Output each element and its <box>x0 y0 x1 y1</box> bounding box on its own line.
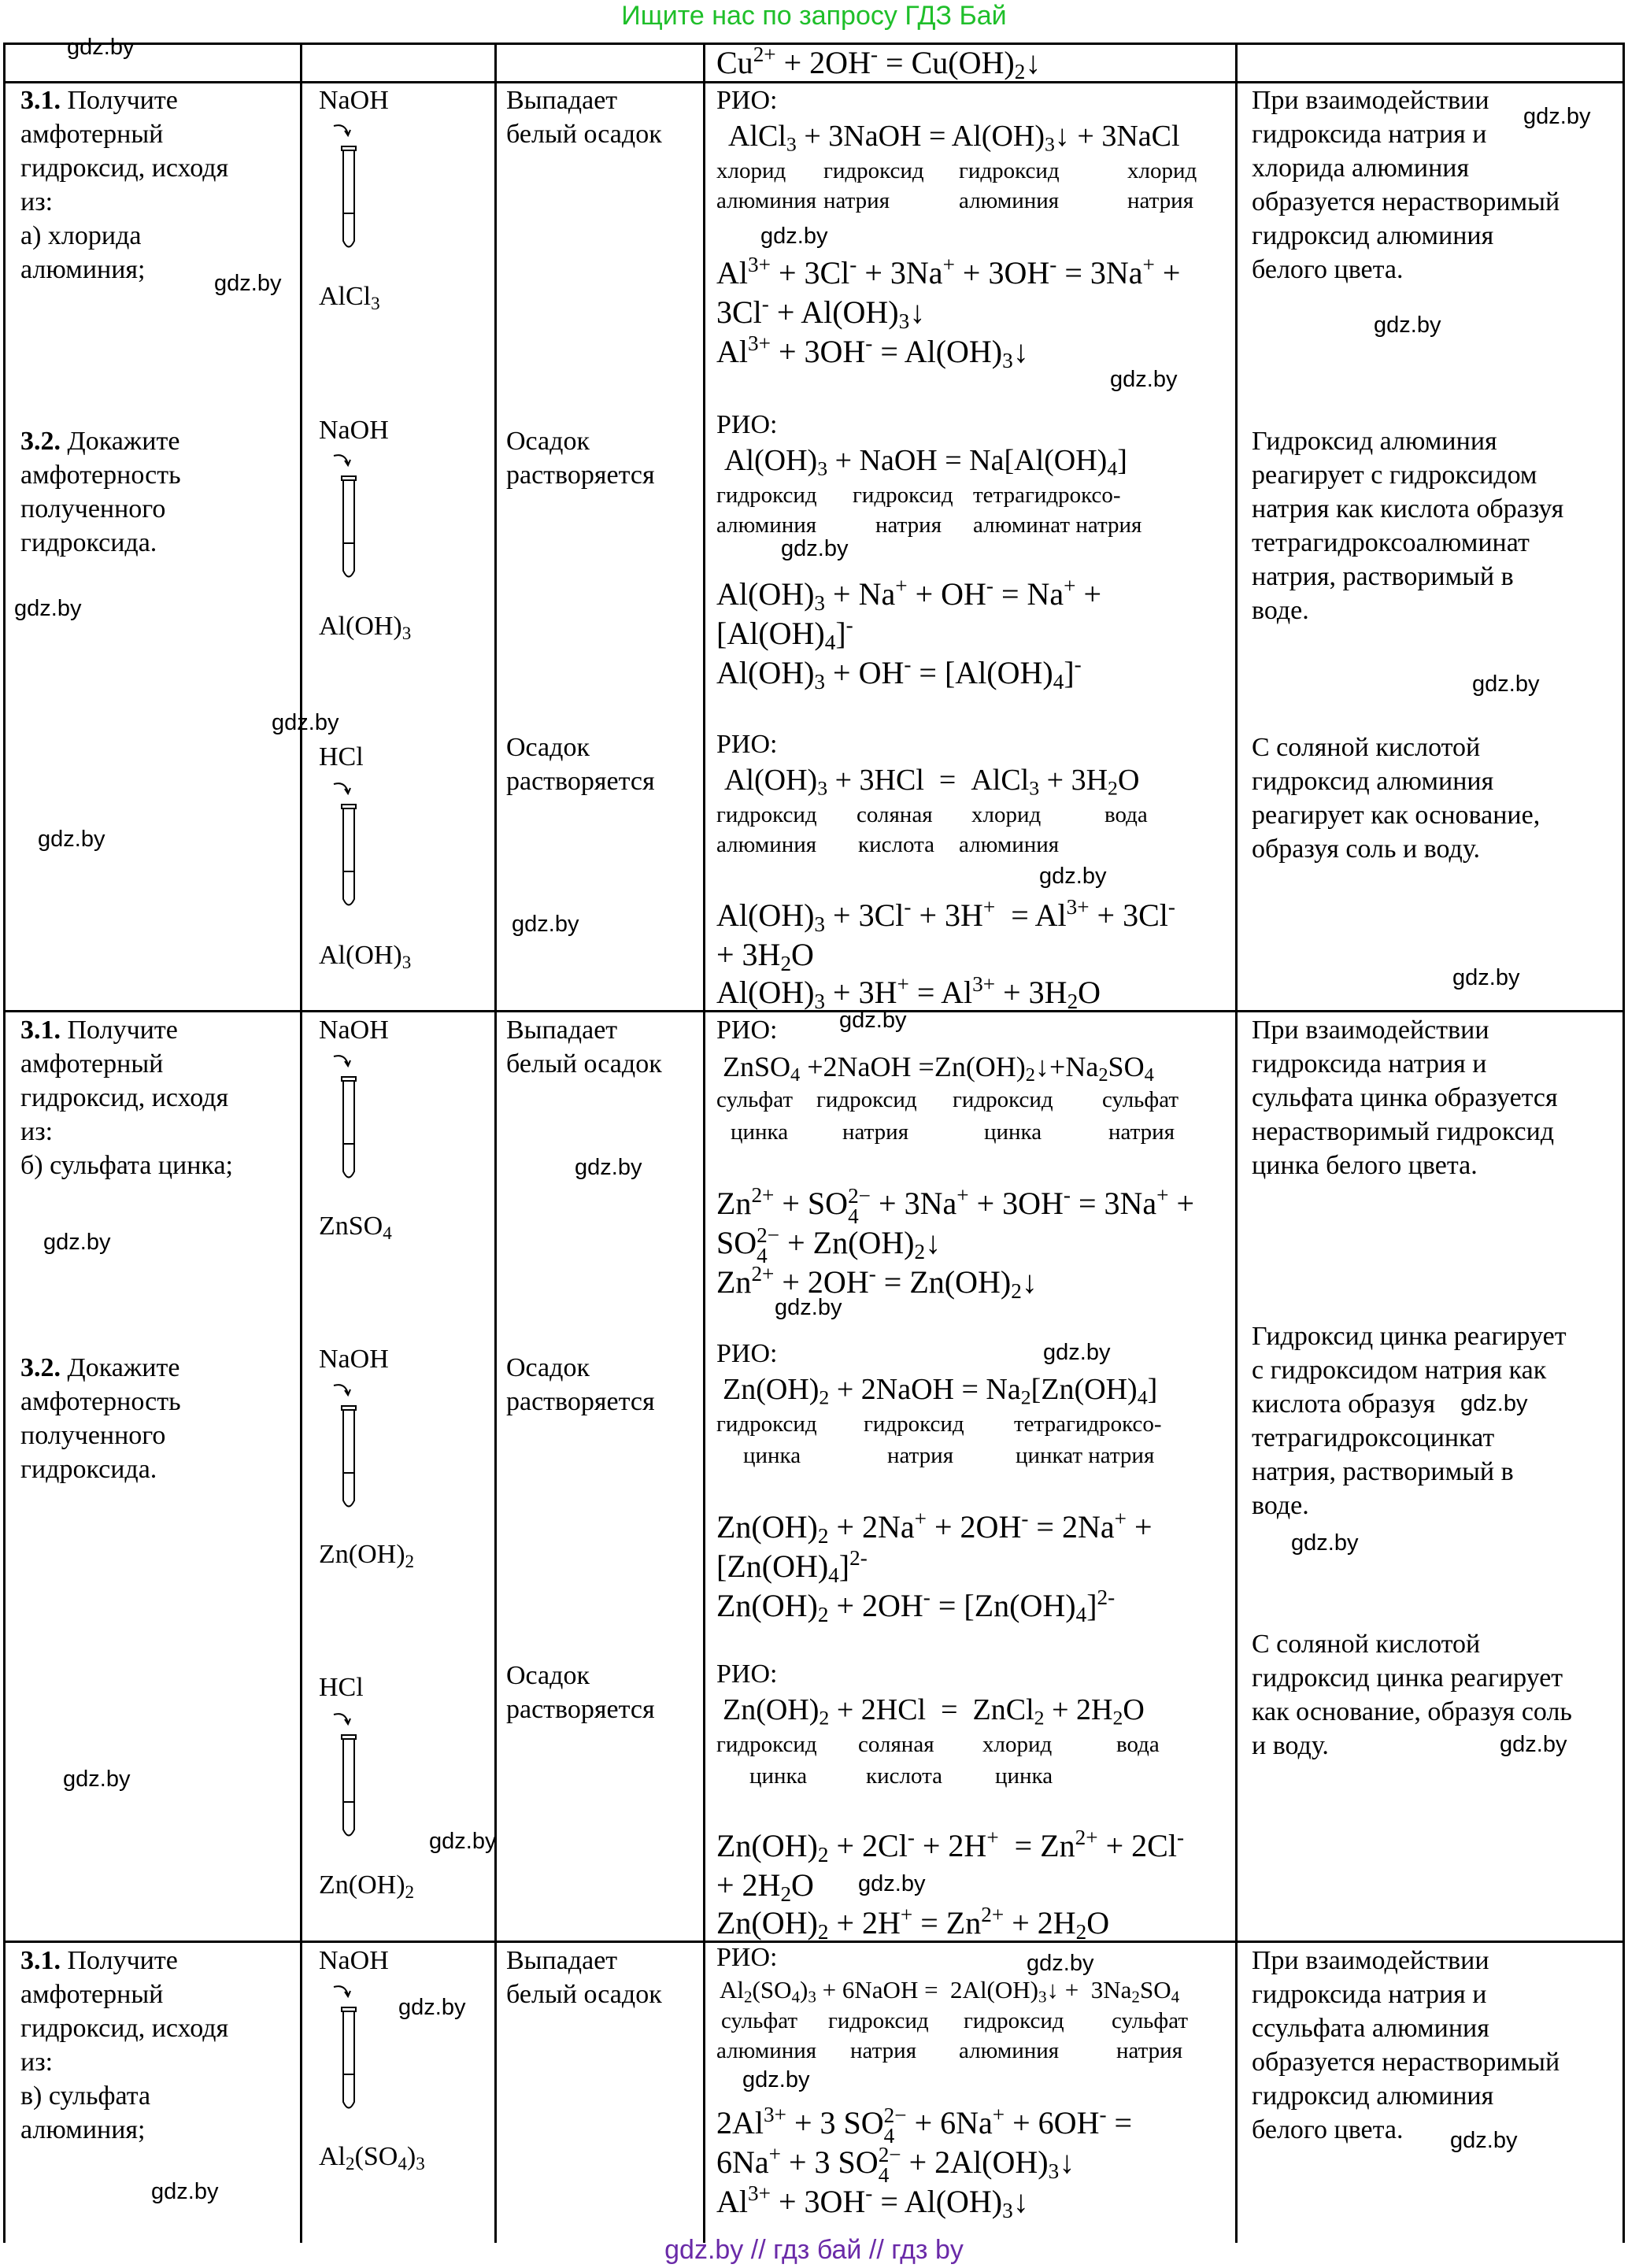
reagent-label: NaOH <box>319 86 389 115</box>
rio-label: РИО: <box>716 1339 778 1368</box>
conclusion: воде. <box>1252 1491 1309 1520</box>
conclusion: цинка белого цвета. <box>1252 1151 1478 1180</box>
observation: белый осадок <box>506 120 662 149</box>
watermark: gdz.by <box>1460 1391 1528 1416</box>
conclusion: гидроксид алюминия <box>1252 767 1494 796</box>
task-text: 3.1. Получите <box>20 1946 178 1975</box>
compound-names: цинка <box>749 1763 808 1789</box>
column-border <box>300 43 302 2243</box>
watermark: gdz.by <box>1450 2128 1518 2153</box>
task-text: 3.2. Докажите <box>20 427 180 456</box>
equation: $Zn(OH)_2$ + 2NaOH = $Na_2[Zn(OH)_4]$ <box>723 1373 1158 1409</box>
equation: $Zn(OH)_2 + 2Cl^- + 2H^+ = Zn^{2+} + 2Cl^-$ <box>716 1826 1185 1867</box>
task-text: амфотерность <box>20 461 181 490</box>
conclusion: воде. <box>1252 596 1309 625</box>
task-text: амфотерность <box>20 1387 181 1416</box>
conclusion: гидроксид алюминия <box>1252 2081 1494 2111</box>
equation: $Zn(OH)_2 + 2H^+ = Zn^{2+} + 2H_2O$ <box>716 1903 1110 1944</box>
test-tube-icon <box>331 1984 362 2118</box>
conclusion: гидроксид цинка реагирует <box>1252 1663 1563 1693</box>
compound-names: цинка <box>995 1763 1053 1789</box>
task-text: 3.1. Получите <box>20 86 178 115</box>
watermark: gdz.by <box>775 1295 842 1320</box>
watermark: gdz.by <box>1039 864 1107 889</box>
compound-names: гидроксид <box>823 158 924 183</box>
compound-names: сульфат <box>716 1087 793 1112</box>
task-text: амфотерный <box>20 1049 164 1079</box>
compound-names: алюминия <box>716 512 817 538</box>
compound-names: гидроксид <box>716 483 817 508</box>
compound-names: цинка <box>984 1119 1042 1145</box>
column-border <box>494 43 497 2243</box>
compound-names: вода <box>1104 802 1148 827</box>
watermark: gdz.by <box>63 1767 131 1792</box>
observation: Осадок <box>506 733 590 762</box>
observation: растворяется <box>506 1695 655 1724</box>
task-text: гидроксида. <box>20 528 157 557</box>
rio-label: РИО: <box>716 1016 778 1045</box>
equation: $Cu^{2+} + 2OH^-$ = $Cu(OH)_2↓$ <box>716 43 1042 83</box>
column-border <box>703 43 705 2243</box>
equation: $Al(OH)_3 + OH^- = [Al(OH)_4]^-$ <box>716 653 1082 694</box>
compound-names: гидроксид <box>864 1411 964 1437</box>
compound-names: вода <box>1116 1732 1160 1757</box>
compound-names: натрия <box>823 188 890 213</box>
conclusion: При взаимодействии <box>1252 1016 1489 1045</box>
observation: Выпадает <box>506 86 618 115</box>
equation: AlCl$_3$ + 3NaOH = $Al(OH)_3↓$ + 3NaCl <box>728 120 1180 156</box>
watermark: gdz.by <box>858 1871 926 1896</box>
compound-names: алюминия <box>959 832 1060 857</box>
watermark: gdz.by <box>1291 1530 1359 1556</box>
task-text: алюминия; <box>20 255 146 284</box>
column-border <box>1622 43 1625 2243</box>
compound-names: гидроксид <box>953 1087 1053 1112</box>
task-text: из: <box>20 2048 54 2077</box>
equation: SO 2− 4 + $Zn(OH)_2↓$ <box>716 1223 942 1267</box>
conclusion: Гидроксид алюминия <box>1252 427 1497 456</box>
compound-names: гидроксид <box>828 2008 929 2033</box>
reagent-label: NaOH <box>319 1345 389 1374</box>
task-text: б) сульфата цинка; <box>20 1151 233 1180</box>
observation: Выпадает <box>506 1016 618 1045</box>
column-border <box>3 43 6 2243</box>
task-text: гидроксида. <box>20 1455 157 1484</box>
tube-label: $Zn(OH)_2$ <box>319 1870 415 1903</box>
reagent-label: NaOH <box>319 1946 389 1975</box>
compound-names: натрия <box>1127 188 1194 213</box>
observation: белый осадок <box>506 1049 662 1079</box>
compound-names: тетрагидроксо- <box>973 483 1121 508</box>
compound-names: тетрагидроксо- <box>1014 1411 1162 1437</box>
watermark: gdz.by <box>1523 104 1591 129</box>
watermark: gdz.by <box>1500 1732 1567 1757</box>
compound-names: гидроксид <box>959 158 1060 183</box>
watermark: gdz.by <box>781 536 849 561</box>
compound-names: гидроксид <box>964 2008 1064 2033</box>
equation: $Al^{3+} + 3OH^-$ = $Al(OH)_3↓$ <box>716 2181 1029 2222</box>
compound-names: натрия <box>875 512 942 538</box>
equation: $Al(OH)_3 + 3H^+ = Al^{3+} + 3H_2O$ <box>716 972 1101 1013</box>
compound-names: сульфат <box>721 2008 797 2033</box>
observation: Осадок <box>506 1661 590 1690</box>
compound-names: кислота <box>866 1763 942 1789</box>
conclusion: кислота образуя <box>1252 1389 1436 1419</box>
watermark: gdz.by <box>429 1829 497 1854</box>
conclusion: натрия, растворимый в <box>1252 1457 1514 1486</box>
compound-names: сульфат <box>1112 2008 1188 2033</box>
equation: $[Al(OH)_4]^-$ <box>716 613 853 654</box>
tube-label: $Al(OH)_3$ <box>319 612 412 644</box>
observation: белый осадок <box>506 1980 662 2009</box>
compound-names: соляная <box>857 802 933 827</box>
conclusion: и воду. <box>1252 1731 1329 1760</box>
task-text: а) хлорида <box>20 221 142 250</box>
conclusion: образуется нерастворимый <box>1252 2048 1560 2077</box>
task-text: из: <box>20 187 54 216</box>
compound-names: алюминия <box>716 2038 817 2063</box>
conclusion: гидроксида натрия и <box>1252 1980 1487 2009</box>
rio-label: РИО: <box>716 1943 778 1972</box>
watermark: gdz.by <box>67 35 135 60</box>
conclusion: натрия, растворимый в <box>1252 562 1514 591</box>
test-tube-icon <box>331 1382 362 1516</box>
compound-names: гидроксид <box>716 1411 817 1437</box>
watermark: gdz.by <box>839 1008 907 1033</box>
test-tube-icon <box>331 1711 362 1845</box>
equation: $Al(OH)_3 + 3HCl$ = AlCl$_3$ + $3H_2O$ <box>724 764 1140 800</box>
equation: $2Al^{3+} + 3$ SO 2− 4 + 6Na+ + 6OH- = <box>716 2103 1133 2148</box>
rio-label: РИО: <box>716 86 778 115</box>
watermark: gdz.by <box>760 224 828 249</box>
compound-names: кислота <box>858 832 934 857</box>
observation: растворяется <box>506 461 655 490</box>
equation: $Al(OH)_3 + Na^+ + OH^- = Na^+$ + <box>716 574 1102 615</box>
conclusion: С соляной кислотой <box>1252 1630 1481 1659</box>
watermark: gdz.by <box>38 827 105 852</box>
equation: $3Cl^- + Al(OH)_3↓$ <box>716 292 926 333</box>
reagent-label: HCl <box>319 742 364 771</box>
watermark: gdz.by <box>151 2179 219 2204</box>
task-text: гидроксид, исходя <box>20 1083 229 1112</box>
conclusion: хлорида алюминия <box>1252 154 1470 183</box>
watermark: gdz.by <box>214 271 282 296</box>
compound-names: алюминия <box>716 832 817 857</box>
watermark: gdz.by <box>1452 965 1520 990</box>
conclusion: натрия как кислота образуя <box>1252 494 1564 524</box>
test-tube-icon <box>331 1053 362 1187</box>
compound-names: цинкат натрия <box>1016 1443 1155 1468</box>
compound-names: гидроксид <box>716 1732 817 1757</box>
task-text: из: <box>20 1117 54 1146</box>
test-tube-icon <box>331 453 362 586</box>
conclusion: белого цвета. <box>1252 2115 1404 2144</box>
conclusion: гидроксид алюминия <box>1252 221 1494 250</box>
equation: $Al(OH)_3$ + NaOH = $Na[Al(OH)_4]$ <box>724 444 1127 480</box>
compound-names: цинка <box>743 1443 801 1468</box>
equation: $Al^{3+} + 3Cl^- + 3Na^+ + 3OH^- = 3Na^+$ + <box>716 253 1181 290</box>
conclusion: образуя соль и воду. <box>1252 834 1480 864</box>
bottom-banner[interactable]: gdz.by // гдз бай // гдз by <box>664 2235 964 2265</box>
compound-names: гидроксид <box>816 1087 917 1112</box>
conclusion: реагирует как основание, <box>1252 801 1541 830</box>
compound-names: гидроксид <box>853 483 953 508</box>
task-text: амфотерный <box>20 1980 164 2009</box>
compound-names: алюминия <box>716 188 817 213</box>
watermark: gdz.by <box>14 596 82 621</box>
compound-names: натрия <box>1108 1119 1175 1145</box>
conclusion: Гидроксид цинка реагирует <box>1252 1322 1567 1351</box>
column-border <box>1235 43 1238 2243</box>
rio-label: РИО: <box>716 1659 778 1689</box>
watermark: gdz.by <box>1374 313 1441 338</box>
test-tube-icon <box>331 781 362 915</box>
task-text: 3.1. Получите <box>20 1016 178 1045</box>
compound-names: алюминия <box>959 188 1060 213</box>
equation: + $2H_2O$ <box>716 1867 814 1906</box>
conclusion: с гидроксидом натрия как <box>1252 1356 1547 1385</box>
watermark: gdz.by <box>512 912 579 937</box>
task-text: 3.2. Докажите <box>20 1353 180 1382</box>
conclusion: гидроксида натрия и <box>1252 120 1487 149</box>
rio-label: РИО: <box>716 410 778 439</box>
compound-names: хлорид <box>1127 158 1197 183</box>
watermark: gdz.by <box>398 1995 466 2020</box>
compound-names: алюминат натрия <box>973 512 1142 538</box>
conclusion: как основание, образуя соль <box>1252 1697 1572 1726</box>
compound-names: алюминия <box>959 2038 1060 2063</box>
watermark: gdz.by <box>742 2067 810 2092</box>
conclusion: нерастворимый гидроксид <box>1252 1117 1555 1146</box>
equation: 6Na+ + 3 SO 2− 4 + $2Al(OH)_3↓$ <box>716 2142 1075 2187</box>
tube-label: $Al(OH)_3$ <box>319 941 412 973</box>
compound-names: натрия <box>887 1443 954 1468</box>
compound-names: хлорид <box>982 1732 1053 1757</box>
compound-names: хлорид <box>716 158 786 183</box>
compound-names: натрия <box>850 2038 917 2063</box>
observation: растворяется <box>506 767 655 796</box>
tube-label: ZnSO$_4$ <box>319 1212 392 1244</box>
observation: Осадок <box>506 1353 590 1382</box>
test-tube-icon <box>331 123 362 257</box>
compound-names: натрия <box>1116 2038 1183 2063</box>
observation: растворяется <box>506 1387 655 1416</box>
equation: $[Zn(OH)_4]^{2-}$ <box>716 1546 868 1587</box>
equation: $Zn(OH)_2 + 2HCl$ = ZnCl$_2$ + $2H_2O$ <box>723 1693 1145 1730</box>
conclusion: гидроксида натрия и <box>1252 1049 1487 1079</box>
conclusion: С соляной кислотой <box>1252 733 1481 762</box>
watermark: gdz.by <box>575 1155 642 1180</box>
observation: Выпадает <box>506 1946 618 1975</box>
equation: $Zn(OH)_2 + 2Na^+ + 2OH^- = 2Na^+$ + <box>716 1507 1153 1548</box>
task-text: гидроксид, исходя <box>20 154 229 183</box>
equation: $Al^{3+} + 3OH^-$ = $Al(OH)_3↓$ <box>716 331 1029 372</box>
task-text: гидроксид, исходя <box>20 2014 229 2043</box>
conclusion: При взаимодействии <box>1252 1946 1489 1975</box>
equation: ZnSO$_4$ +2NaOH $=Zn(OH)_2↓+Na_2SO_4$ <box>723 1051 1154 1086</box>
conclusion: ссульфата алюминия <box>1252 2014 1489 2043</box>
compound-names: гидроксид <box>716 802 817 827</box>
compound-names: сульфат <box>1102 1087 1178 1112</box>
conclusion: белого цвета. <box>1252 255 1404 284</box>
compound-names: натрия <box>842 1119 909 1145</box>
compound-names: хлорид <box>971 802 1042 827</box>
rio-label: РИО: <box>716 730 778 759</box>
tube-label: AlCl$_3$ <box>319 282 380 314</box>
task-text: в) сульфата <box>20 2081 151 2111</box>
conclusion: тетрагидроксоцинкат <box>1252 1423 1495 1452</box>
equation: $Al_2(SO_4)_3$ + 6NaOH = $2Al(OH)_3↓ + 3Na_2SO_4$ <box>720 1976 1180 2007</box>
equation: $Zn(OH)_2 + 2OH^- = [Zn(OH)_4]^{2-}$ <box>716 1585 1116 1626</box>
reagent-label: HCl <box>319 1673 364 1702</box>
equation: $Al(OH)_3 + 3Cl^- + 3H^+ = Al^{3+} + 3Cl^-$ <box>716 895 1175 936</box>
compound-names: цинка <box>731 1119 789 1145</box>
task-text: полученного <box>20 1421 166 1450</box>
observation: Осадок <box>506 427 590 456</box>
conclusion: сульфата цинка образуется <box>1252 1083 1558 1112</box>
watermark: gdz.by <box>43 1230 111 1255</box>
equation: + $3H_2O$ <box>716 937 814 975</box>
watermark: gdz.by <box>1110 367 1178 392</box>
conclusion: тетрагидроксоалюминат <box>1252 528 1530 557</box>
reagent-label: NaOH <box>319 1016 389 1045</box>
compound-names: соляная <box>858 1732 934 1757</box>
watermark: gdz.by <box>1027 1951 1094 1976</box>
watermark: gdz.by <box>1043 1340 1111 1365</box>
reagent-label: NaOH <box>319 416 389 445</box>
equation: $Zn^{2+}$ + SO 2− 4 + 3Na+ + 3OH- = 3Na+ + <box>716 1183 1195 1228</box>
conclusion: образуется нерастворимый <box>1252 187 1560 216</box>
task-text: амфотерный <box>20 120 164 149</box>
tube-label: $Zn(OH)_2$ <box>319 1540 415 1572</box>
task-text: алюминия; <box>20 2115 146 2144</box>
task-text: полученного <box>20 494 166 524</box>
conclusion: реагирует с гидроксидом <box>1252 461 1537 490</box>
conclusion: При взаимодействии <box>1252 86 1489 115</box>
watermark: gdz.by <box>1472 672 1540 697</box>
tube-label: $Al_2(SO_4)_3$ <box>319 2142 425 2174</box>
equation: $Zn^{2+} + 2OH^-$ = $Zn(OH)_2↓$ <box>716 1262 1038 1303</box>
top-banner[interactable]: Ищите нас по запросу ГДЗ Бай <box>621 1 1007 31</box>
watermark: gdz.by <box>272 710 339 735</box>
